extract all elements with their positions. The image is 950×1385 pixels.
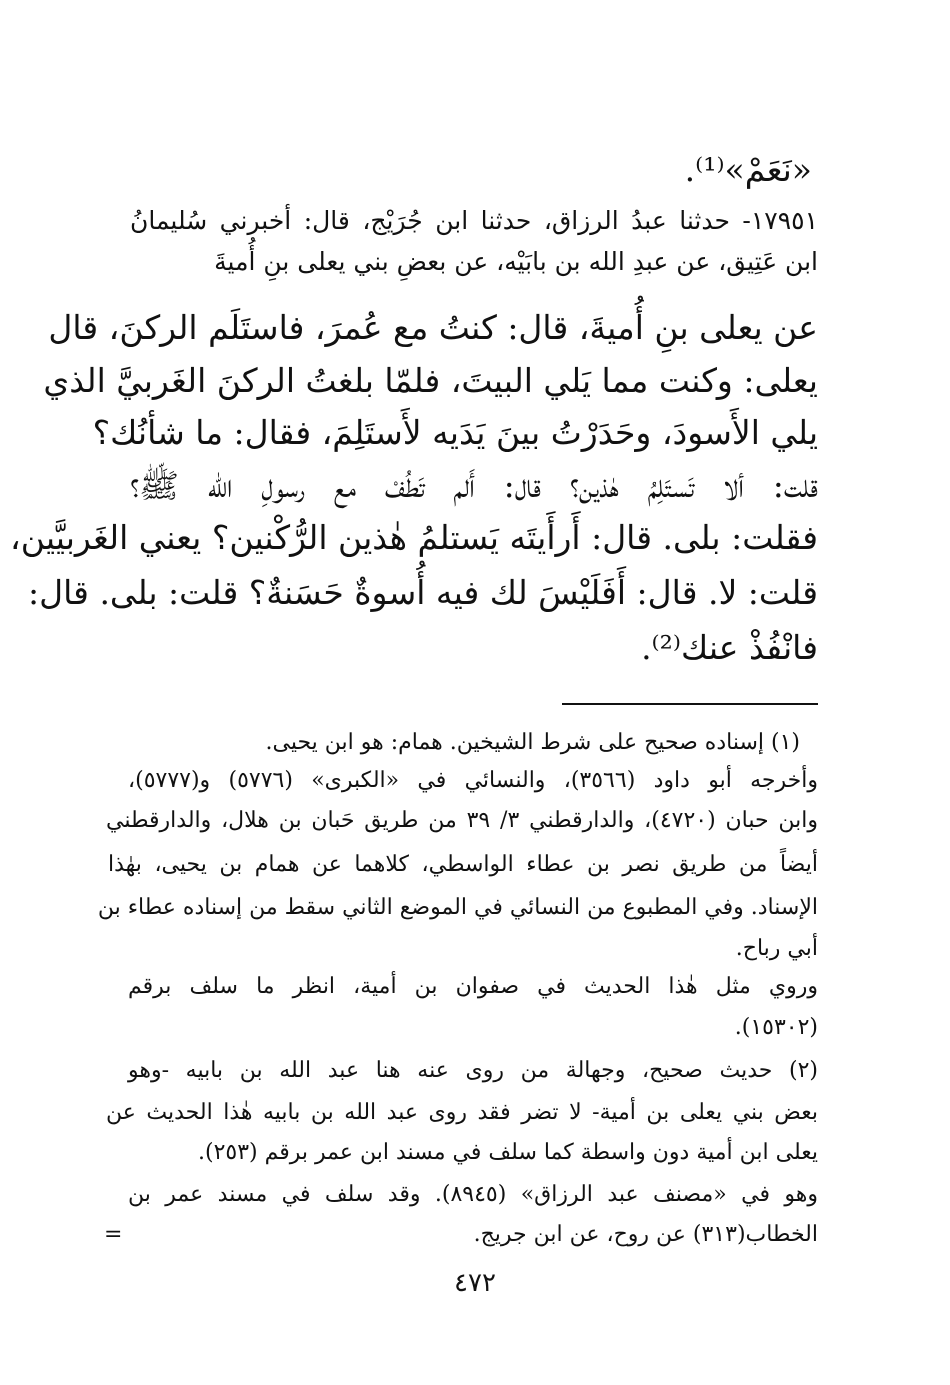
- footnote-1-line: وروي مثل هٰذا الحديث في صفوان بن أمية، انظر ما سلف برقم: [128, 974, 818, 999]
- matn-line: عن يعلى بنِ أُميةَ، قال: كنتُ مع عُمرَ، فاستَلَم الركنَ، قال: [48, 308, 818, 347]
- isnad-line: ١٧٩٥١- حدثنا عبدُ الرزاق، حدثنا ابن جُرَيْج، قال: أخبرني سُليمانُ: [130, 206, 818, 235]
- footnote-2-line: وهو في «مصنف عبد الرزاق» (٨٩٤٥). وقد سلف في مسند عمر بن: [128, 1182, 818, 1207]
- footnote-2-line: (٢) حديث صحيح، وجهالة من روى عنه هنا عبد الله بن بابيه -وهو: [128, 1058, 818, 1083]
- footnote-2-line: بعض بني يعلى بن أمية- لا تضر فقد روى عبد الله بن بابيه هٰذا الحديث عن: [106, 1100, 818, 1125]
- opening-line: «نَعَمْ»⁽¹⁾.: [684, 150, 812, 189]
- matn-line: يلي الأَسودَ، وحَدَرْتُ بينَ يَدَيه لأَستَلِمَ، فقال: ما شأنُك؟: [92, 413, 818, 452]
- footnote-1-line: (١٥٣٠٢).: [734, 1015, 818, 1040]
- matn-line: يعلى: وكنت مما يَلي البيتَ، فلمّا بلغتُ الركنَ الغَربيَّ الذي: [43, 361, 818, 400]
- footnote-1-line: أيضاً من طريق نصر بن عطاء الواسطي، كلاهما عن همام بن يحيى، بهٰذا: [108, 852, 818, 877]
- footnote-2-line: يعلى ابن أمية دون واسطة كما سلف في مسند ابن عمر برقم (٢٥٣).: [197, 1140, 818, 1165]
- continuation-mark: =: [104, 1222, 123, 1247]
- page-number: ٤٧٢: [454, 1268, 496, 1298]
- footnote-separator: [562, 703, 818, 705]
- matn-line: فانْفُذْ عنك⁽²⁾.: [641, 628, 818, 667]
- footnote-1-line: وابن حبان (٤٧٢٠)، والدارقطني ٣/ ٣٩ من طريق حَبان بن هلال، والدارقطني: [106, 808, 819, 833]
- isnad-line: ابن عَتِيق، عن عبدِ الله بن بابَيْه، عن بعضِ بني يعلى بنِ أُميةَ: [214, 247, 818, 276]
- footnote-1-line: وأخرجه أبو داود (٣٥٦٦)، والنسائي في «الكبرى» (٥٧٧٦) و(٥٧٧٧)،: [128, 768, 818, 793]
- footnote-1-line: (١) إسناده صحيح على شرط الشيخين. همام: هو ابن يحيى.: [265, 730, 800, 755]
- matn-line: فقلت: بلى. قال: أَرأَيتَه يَستلمُ هٰذين الرُّكْنين؟ يعني الغَربيَّين،: [10, 518, 818, 557]
- matn-line: قلت: ألا تَستَلِمُ هٰذين؟ قال: أَلم تَطُفْ مع رسولِ الله ﷺ؟: [130, 466, 818, 505]
- footnote-1-line: الإسناد. وفي المطبوع من النسائي في الموضع الثاني سقط من إسناده عطاء بن: [97, 895, 818, 920]
- footnote-1-line: أبي رباح.: [735, 936, 818, 961]
- footnote-2-line: الخطاب(٣١٣) عن روح، عن ابن جريج.: [473, 1222, 818, 1247]
- matn-line: قلت: لا. قال: أَفَلَيْسَ لك فيه أُسوةٌ حَسَنةٌ؟ قلت: بلى. قال:: [28, 573, 818, 612]
